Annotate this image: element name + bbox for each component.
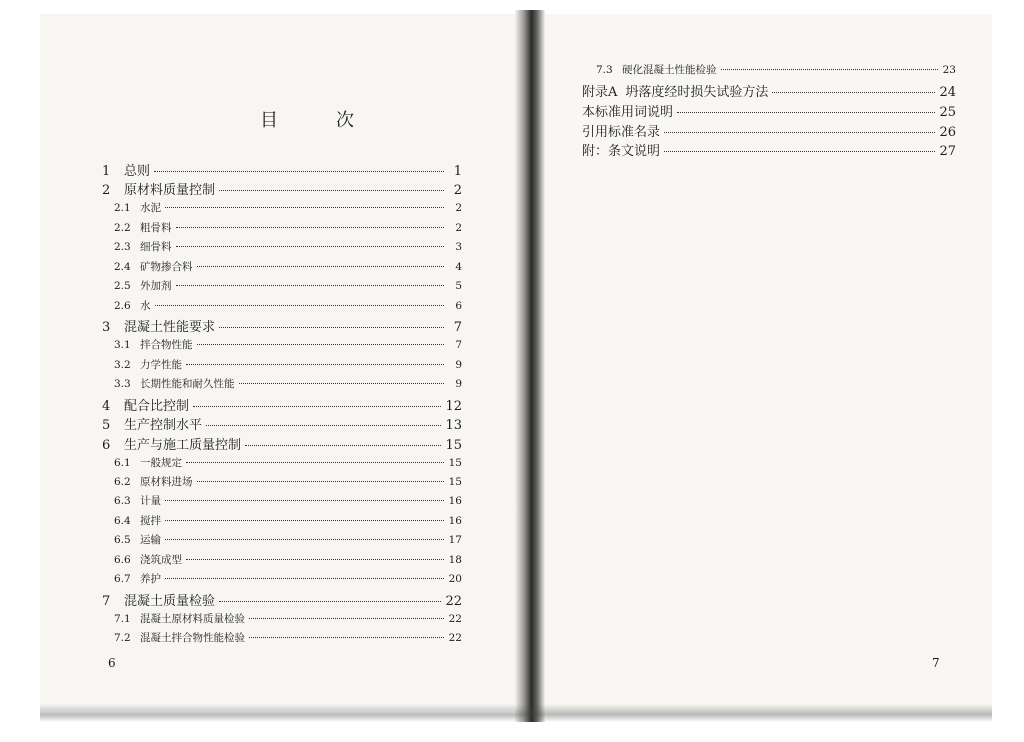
toc-entry-number: 2.2	[114, 222, 131, 234]
toc-entry-number: 7.1	[114, 613, 131, 625]
toc-entry	[112, 220, 462, 235]
toc-entry	[102, 316, 462, 335]
toc-entry	[102, 160, 462, 179]
toc-entry-number: 3.2	[114, 359, 131, 371]
toc-entry-page: 17	[448, 534, 462, 546]
toc-entry	[112, 532, 462, 547]
dot-leader	[176, 285, 445, 286]
toc-entry-number: 2.6	[114, 300, 131, 312]
dot-leader	[249, 637, 444, 638]
toc-entry-label: 搅拌	[140, 515, 161, 527]
toc-entry-page: 13	[445, 418, 462, 433]
toc-entry-label: 混凝土拌合物性能检验	[140, 632, 245, 644]
toc-entry	[112, 630, 462, 645]
page-edge-shadow	[40, 704, 992, 722]
toc-entry	[582, 140, 956, 159]
dot-leader	[664, 132, 935, 133]
toc-entry-page: 24	[939, 85, 956, 100]
toc-entry-page: 15	[445, 438, 462, 453]
toc-entry	[112, 376, 462, 391]
toc-entry-page: 22	[445, 594, 462, 609]
dot-leader	[197, 344, 445, 345]
toc-entry-label: 总则	[124, 164, 151, 179]
toc-entry-label: 混凝土质量检验	[124, 594, 216, 609]
toc-entry-page: 27	[939, 144, 956, 159]
toc-entry	[102, 179, 462, 198]
dot-leader	[176, 227, 445, 228]
toc-entry-number: 7.3	[596, 64, 613, 76]
toc-entry-label: 水	[140, 300, 151, 312]
toc-entry	[582, 121, 956, 140]
dot-leader	[239, 383, 445, 384]
toc-entry-label: 附：条文说明	[582, 144, 661, 159]
toc-entry-number: 6.4	[114, 515, 131, 527]
dot-leader	[197, 481, 445, 482]
toc-entry-page: 25	[939, 105, 956, 120]
toc-entry-label: 拌合物性能	[140, 339, 193, 351]
toc-entry-page: 15	[448, 457, 462, 469]
toc-entry	[112, 259, 462, 274]
toc-entry-label: 矿物掺合料	[140, 261, 193, 273]
toc-entry-label: 外加剂	[140, 280, 172, 292]
toc-entry-label: 本标准用词说明	[582, 105, 674, 120]
dot-leader	[165, 520, 444, 521]
toc-entry-page: 20	[448, 573, 462, 585]
dot-leader	[186, 462, 444, 463]
toc-entry	[112, 474, 462, 489]
toc-entry-page: 22	[448, 613, 462, 625]
dot-leader	[186, 559, 444, 560]
toc-entry-page: 3	[455, 241, 462, 253]
toc-entry-number: 2.5	[114, 280, 131, 292]
book-spine	[515, 10, 545, 722]
toc-entry-label: 生产控制水平	[124, 418, 203, 433]
toc-entry-number: 1	[102, 164, 111, 179]
toc-entry-number: 7	[102, 594, 111, 609]
toc-entry-number: 6.6	[114, 554, 131, 566]
toc-entry-page: 4	[455, 261, 462, 273]
toc-entry-label: 混凝土性能要求	[124, 320, 216, 335]
toc-entry-page: 6	[455, 300, 462, 312]
toc-entry	[112, 298, 462, 313]
toc-entry	[112, 552, 462, 567]
toc-entry-page: 1	[453, 164, 462, 179]
toc-entry-page: 7	[455, 339, 462, 351]
toc-entry	[582, 81, 956, 100]
toc-entry	[112, 493, 462, 508]
toc-entry	[112, 200, 462, 215]
toc-entry-page: 26	[939, 125, 956, 140]
toc-entry-label: 粗骨料	[140, 222, 172, 234]
toc-entry-label: 养护	[140, 573, 161, 585]
toc-entry	[112, 513, 462, 528]
toc-entry-label: 混凝土原材料质量检验	[140, 613, 245, 625]
toc-entry-label: 一般规定	[140, 457, 182, 469]
toc-entry-page: 7	[453, 320, 462, 335]
toc-entry-page: 22	[448, 632, 462, 644]
toc-entry	[112, 611, 462, 626]
dot-leader	[193, 406, 441, 407]
right-page-number: 7	[932, 656, 940, 670]
toc-entry-page: 2	[453, 183, 462, 198]
toc-entry-label: 配合比控制	[124, 399, 190, 414]
dot-leader	[154, 171, 444, 172]
dot-leader	[186, 364, 444, 365]
toc-entry	[112, 455, 462, 470]
dot-leader	[219, 327, 444, 328]
dot-leader	[677, 112, 935, 113]
dot-leader	[664, 151, 935, 152]
dot-leader	[165, 207, 444, 208]
toc-entry	[102, 414, 462, 433]
toc-entry-number: 7.2	[114, 632, 131, 644]
dot-leader	[721, 69, 939, 70]
toc-entry	[102, 590, 462, 609]
toc-entry-number: 5	[102, 418, 111, 433]
toc-entry-number: 6.2	[114, 476, 131, 488]
dot-leader	[155, 305, 445, 306]
toc-entry-label: 计量	[140, 495, 161, 507]
toc-entry-number: 2.1	[114, 202, 131, 214]
dot-leader	[165, 539, 444, 540]
toc-entry-label: 细骨料	[140, 241, 172, 253]
toc-entry-label: 长期性能和耐久性能	[140, 378, 235, 390]
dot-leader	[165, 578, 444, 579]
dot-leader	[219, 601, 441, 602]
toc-title: 目 次	[260, 110, 374, 131]
toc-entry-number: 6	[102, 438, 111, 453]
toc-entry-number: 2	[102, 183, 111, 198]
dot-leader	[249, 618, 444, 619]
toc-entry-label: 运输	[140, 534, 161, 546]
toc-entry-label: 硬化混凝土性能检验	[622, 64, 717, 76]
toc-entry-page: 2	[455, 222, 462, 234]
toc-entry-label: 坍落度经时损失试验方法	[625, 85, 769, 100]
toc-entry-page: 5	[455, 280, 462, 292]
dot-leader	[206, 425, 441, 426]
toc-entry-page: 15	[448, 476, 462, 488]
toc-entry-number: 6.3	[114, 495, 131, 507]
toc-entry-page: 9	[455, 378, 462, 390]
toc-entry-number: 附录A	[582, 85, 618, 100]
toc-entry-number: 4	[102, 399, 111, 414]
toc-entry-page: 16	[448, 515, 462, 527]
toc-entry-page: 16	[448, 495, 462, 507]
toc-entry	[112, 278, 462, 293]
toc-entry-number: 3.3	[114, 378, 131, 390]
toc-entry-number: 6.7	[114, 573, 131, 585]
dot-leader	[197, 266, 445, 267]
dot-leader	[219, 190, 444, 191]
toc-entry-page: 9	[455, 359, 462, 371]
left-page-number: 6	[108, 656, 116, 670]
toc-entry	[112, 571, 462, 586]
toc-entry-label: 水泥	[140, 202, 161, 214]
toc-entry-label: 生产与施工质量控制	[124, 438, 242, 453]
toc-entry	[112, 357, 462, 372]
toc-entry-page: 23	[942, 64, 956, 76]
toc-entry	[102, 395, 462, 414]
toc-entry-page: 12	[445, 399, 462, 414]
toc-entry	[112, 337, 462, 352]
toc-entry	[102, 434, 462, 453]
toc-entry-label: 原材料质量控制	[124, 183, 216, 198]
toc-entry-label: 浇筑成型	[140, 554, 182, 566]
toc-entry-number: 2.4	[114, 261, 131, 273]
toc-entry	[594, 62, 956, 77]
toc-entry-label: 引用标准名录	[582, 125, 661, 140]
dot-leader	[165, 500, 444, 501]
dot-leader	[772, 92, 935, 93]
toc-entry	[582, 101, 956, 120]
toc-entry-number: 6.5	[114, 534, 131, 546]
toc-entry-number: 3.1	[114, 339, 131, 351]
toc-entry-number: 2.3	[114, 241, 131, 253]
toc-entry-number: 3	[102, 320, 111, 335]
dot-leader	[176, 246, 445, 247]
toc-entry-page: 2	[455, 202, 462, 214]
toc-entry	[112, 239, 462, 254]
toc-entry-page: 18	[448, 554, 462, 566]
toc-entry-label: 力学性能	[140, 359, 182, 371]
dot-leader	[245, 445, 441, 446]
toc-entry-number: 6.1	[114, 457, 131, 469]
toc-entry-label: 原材料进场	[140, 476, 193, 488]
